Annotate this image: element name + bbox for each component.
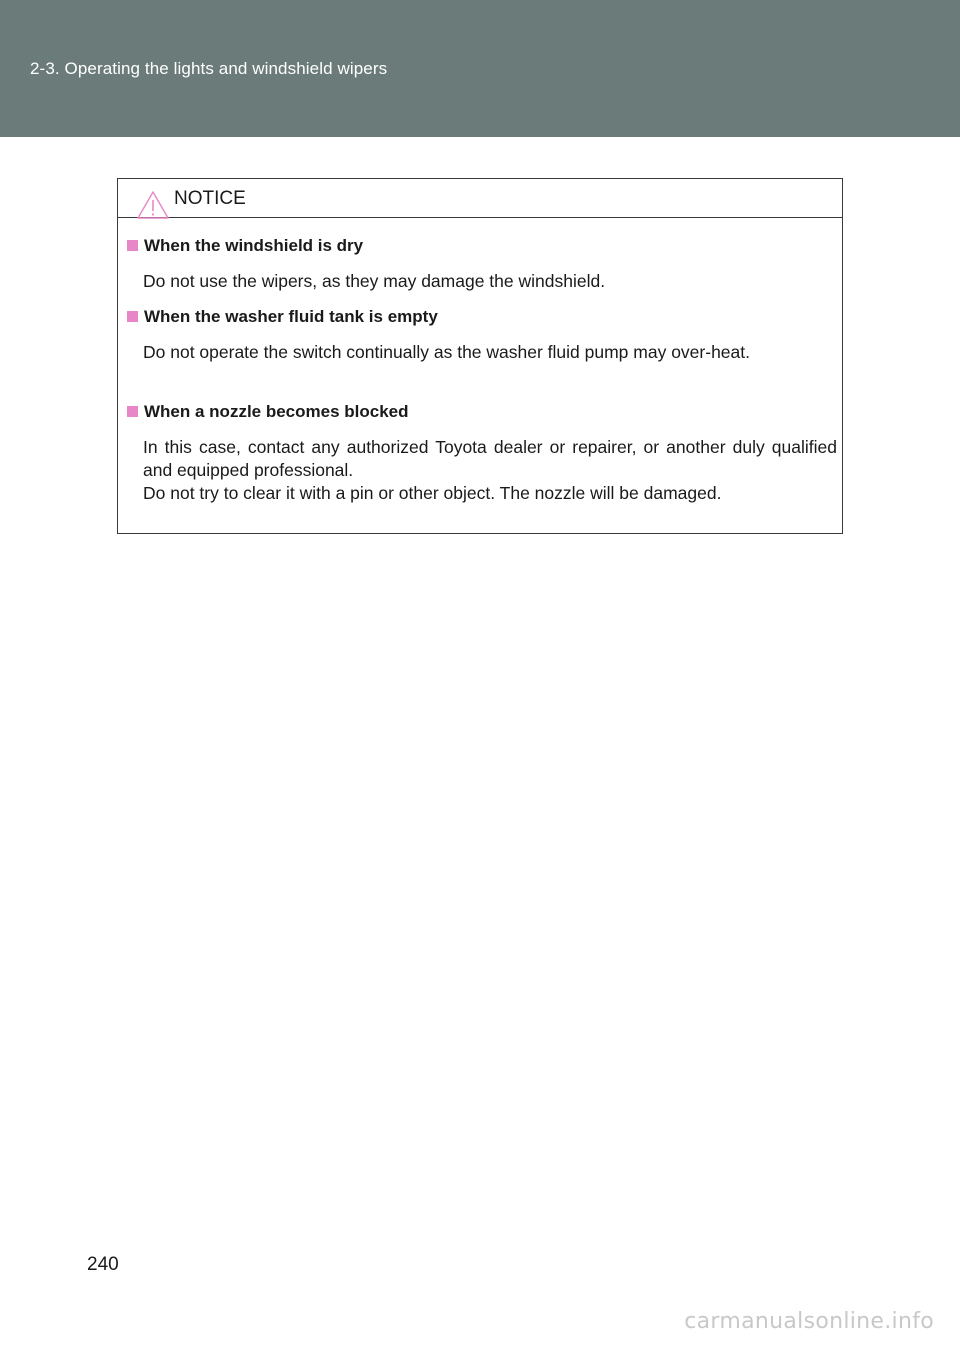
- item-paragraph: Do not try to clear it with a pin or other object. The nozzle will be damaged.: [143, 483, 722, 503]
- square-bullet-icon: [127, 311, 138, 322]
- page-number: 240: [87, 1254, 119, 1275]
- notice-box: [117, 178, 843, 534]
- notice-item-washer-empty: [126, 306, 838, 364]
- notice-item-windshield-dry: [126, 235, 838, 293]
- item-body: [143, 436, 837, 505]
- item-body: [143, 270, 837, 293]
- item-paragraph: Do not use the wipers, as they may damage the windshield.: [143, 271, 606, 291]
- square-bullet-icon: [127, 406, 138, 417]
- item-body: [143, 341, 837, 364]
- header-band: [0, 0, 960, 137]
- warning-triangle-icon: [137, 191, 169, 219]
- item-paragraph: In this case, contact any authorized Toyota dealer or repairer, or another duly qualified and equipped professional.: [143, 437, 837, 480]
- notice-item-nozzle-blocked: [126, 401, 838, 505]
- square-bullet-icon: [127, 240, 138, 251]
- notice-header: [118, 179, 842, 218]
- item-heading: When the windshield is dry: [126, 235, 838, 257]
- notice-label: NOTICE: [174, 188, 246, 209]
- section-title: 2-3. Operating the lights and windshield wipers: [30, 59, 388, 78]
- item-paragraph: Do not operate the switch continually as the washer fluid pump may over-heat.: [143, 342, 750, 362]
- item-heading: When the washer fluid tank is empty: [126, 306, 838, 328]
- watermark: carmanualsonline.info: [684, 1309, 934, 1334]
- item-heading: When a nozzle becomes blocked: [126, 401, 838, 423]
